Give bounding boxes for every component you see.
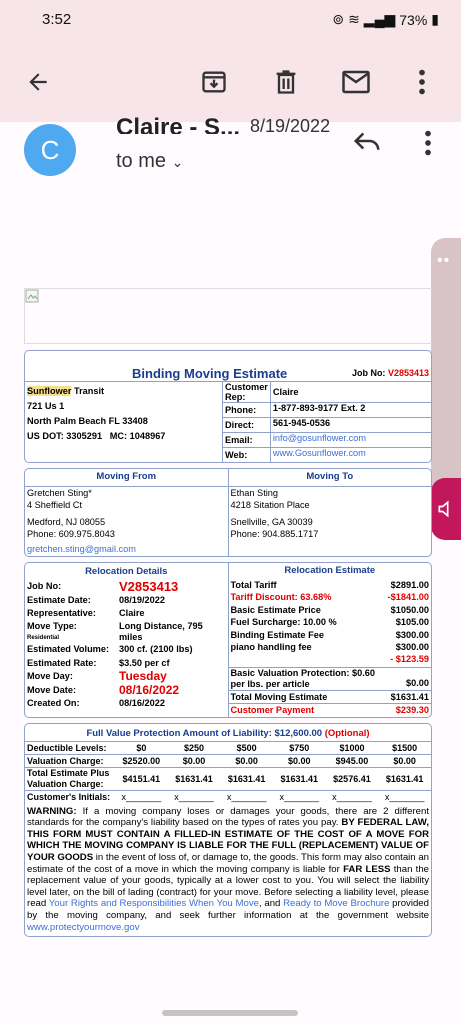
broken-image-icon	[25, 289, 39, 303]
details-job-number: V2853413	[119, 579, 179, 595]
estimate-row: Binding Estimate Fee $300.00	[230, 629, 429, 640]
company-email-link[interactable]: info@gosunflower.com	[272, 433, 366, 443]
moving-to-title: Moving To	[229, 469, 432, 487]
estimate-row: - $123.59	[390, 654, 429, 665]
message-more-icon[interactable]	[424, 130, 432, 161]
total-estimate: $1631.41	[390, 691, 429, 702]
job-number: V2853413	[387, 368, 429, 378]
app-bar	[0, 40, 461, 122]
estimate-row: Fuel Surcharge: 10.00 % $105.00	[230, 617, 429, 628]
fvp-row: Customer's Initials: x_______ x_______ x_______ x_______ x_______ x_______	[25, 790, 431, 803]
estimate-row: Basic Estimate Price $1050.00	[230, 604, 429, 615]
estimate-table	[229, 579, 432, 666]
warning-text: WARNING: If a moving company loses or damages your goods, there are 2 different standards for the company's liability based on the types of rates you pay. BY FEDERAL LAW, THIS FORM MUST CONTAIN A FILLED-IN ESTIMATE OF THE COST OF A MOVE FOR WHICH THE MOVING COMPANY IS LIABLE FOR THE FULL (REPLACEMENT) VALUE OF YOUR GOODS in the event of loss of, or damage to, the goods. This form may also contain an estimate of the cost of a move in which the moving company is liable for FAR LESS than the replacement value of your goods, typically at a lower cost to you. You will select the liability level later, on the bill of lading (contract) for your move. Before selecting a liability level, please read Your Rights and Responsibilities When You Move, and Ready to Move Brochure provided by the moving company, and seek further information at the government website www.protectyourmove.gov	[27, 805, 429, 933]
estimate-document	[24, 350, 432, 942]
company-name: Sunflower Transit	[27, 386, 105, 396]
status-bar	[0, 0, 461, 40]
estimate-title: Binding Moving Estimate	[132, 365, 288, 381]
broken-image	[24, 288, 432, 344]
fvp-row: Total Estimate Plus Valuation Charge: $4151.41 $1631.41 $1631.41 $1631.41 $2576.41 $1631.41	[25, 767, 431, 790]
arrow-left-icon[interactable]	[20, 64, 56, 100]
relocation-details-title: Relocation Details	[85, 565, 168, 577]
customer-email-link[interactable]: gretchen.sting@gmail.com	[27, 543, 136, 554]
moving-from-title: Moving From	[25, 469, 228, 487]
sender-header	[0, 114, 461, 222]
move-day: Tuesday	[119, 669, 167, 684]
reply-icon[interactable]	[352, 128, 382, 159]
full-value-protection-box: Full Value Protection Amount of Liability: $12,600.00 (Optional) Deductible Levels: $0 $250 $500 $750 $1000 $1500 Valuation Charge: $2520.00 $0.00 $0.00 $0.00 $945.00 $0.00 Total Estimate Plus Valuation Charge: $4151.41 $1631.41 $1631.41 $1631.41 $2576.41 $1631.41 Customer's Initials: x_______ x_______ x_______ x_______ x_______ x_______ WARNING: If a moving company loses or damages your goods, there are 2 different standards for the company's liability based on the types of rates you pay. BY FEDERAL LAW, THIS FORM MUST CONTAIN A FILLED-IN ESTIMATE OF THE COST OF A MOVE FOR WHICH THE MOVING COMPANY IS LIABLE FOR THE FULL (REPLACEMENT) VALUE OF YOUR GOODS in the event of loss of, or damage to, the goods. This form may also contain an estimate of the cost of a move in which the moving company is liable for FAR LESS than the replacement value of your goods, typically at a lower cost to you. You will select the liability level later, on the bill of lading (contract) for your move. Before selecting a liability level, please read Your Rights and Responsibilities When You Move, and Ready to Move Brochure provided by the moving company, and seek further information at the government website www.protectyourmove.gov	[24, 723, 432, 938]
fvp-table	[25, 741, 431, 803]
status-time: 3:52	[42, 11, 72, 28]
estimate-row: piano handling fee $300.00	[230, 642, 429, 652]
alarm-icon: ⊚	[332, 11, 345, 27]
estimate-row: Total Tariff $2891.00	[230, 579, 429, 590]
mail-icon[interactable]	[338, 64, 374, 100]
customer-payment: $239.30	[395, 705, 429, 716]
more-vert-icon[interactable]	[404, 64, 440, 100]
wifi-icon: ≋	[348, 11, 360, 27]
brochure-link[interactable]: Ready to Move Brochure	[283, 898, 390, 910]
relocation-box: Relocation Details Job No: V2853413 Estimate Date: 08/19/2022 Representative: Claire Move Type: Residential Long Distance, 795 miles Estimated Volume: 300 cf. (2100 lbs) Estimated Rate: $3.50 per cf Move Day: Tuesday Move Date: 08/16/2022 Created On: 08/16/2022 Relocation Estimate Total Tariff $2891.00 Tariff Discount: 63.68% -$1841.00 Basic Estimate Price $1050.00 Fuel Surcharge: 10.00 % $105.00 Binding Estimate Fee $300.00 piano handling fee $300.00 - $123.59 Basic Valuation Protection: $0.60 per lbs. per article $0.00 Total Moving Estimate $1631.41 Customer Payment $239.30	[24, 562, 432, 718]
email-date: 8/19/2022	[250, 116, 331, 134]
chevron-down-icon: ⌄	[171, 154, 184, 170]
relocation-estimate-title: Relocation Estimate	[284, 564, 376, 576]
fvp-row: Deductible Levels: $0 $250 $500 $750 $1000 $1500	[25, 741, 431, 754]
fvp-row: Valuation Charge: $2520.00 $0.00 $0.00 $0.00 $945.00 $0.00	[25, 754, 431, 767]
move-date: 08/16/2022	[119, 682, 180, 697]
avatar[interactable]: C	[24, 124, 76, 176]
dots-icon: ••	[437, 252, 451, 269]
signal-icon: ▂▄▆	[363, 11, 396, 27]
company-web-link[interactable]: www.Gosunflower.com	[272, 448, 366, 458]
estimate-row: Tariff Discount: 63.68% -$1841.00	[230, 592, 429, 603]
trash-icon[interactable]	[268, 64, 304, 100]
gov-site-link[interactable]: www.protectyourmove.gov	[27, 921, 140, 933]
moving-addresses-box: Moving From Gretchen Sting* 4 Sheffield Ct Medford, NJ 08055 Phone: 609.975.8043 gretchen.sting@gmail.com Moving To Ethan Sting 4218 Sitation Place Snellville, GA 30039 Phone: 904.885.1717	[24, 468, 432, 557]
estimate-header-box: Binding Moving Estimate Job No: V2853413 Sunflower Transit 721 Us 1 North Palm Beach FL 33408 US DOT: 3305291 MC: 1048967 Customer Rep: Claire Phone: 1-877-893-9177 Ext. 2 Direct: 561-945-0536 Email: info@gosunflower.com Web: www.Gosunflower.com	[24, 350, 432, 463]
rights-link[interactable]: Your Rights and Responsibilities When You Move	[48, 898, 259, 910]
volume-icon[interactable]	[431, 478, 461, 540]
home-indicator[interactable]	[162, 1010, 298, 1016]
sender-name[interactable]: Claire - S...	[116, 114, 241, 134]
archive-icon[interactable]	[196, 64, 232, 100]
battery-icon: ▮	[431, 11, 439, 27]
recipients-toggle[interactable]: to me ⌄	[116, 150, 184, 172]
battery-level: 73%	[399, 11, 428, 28]
